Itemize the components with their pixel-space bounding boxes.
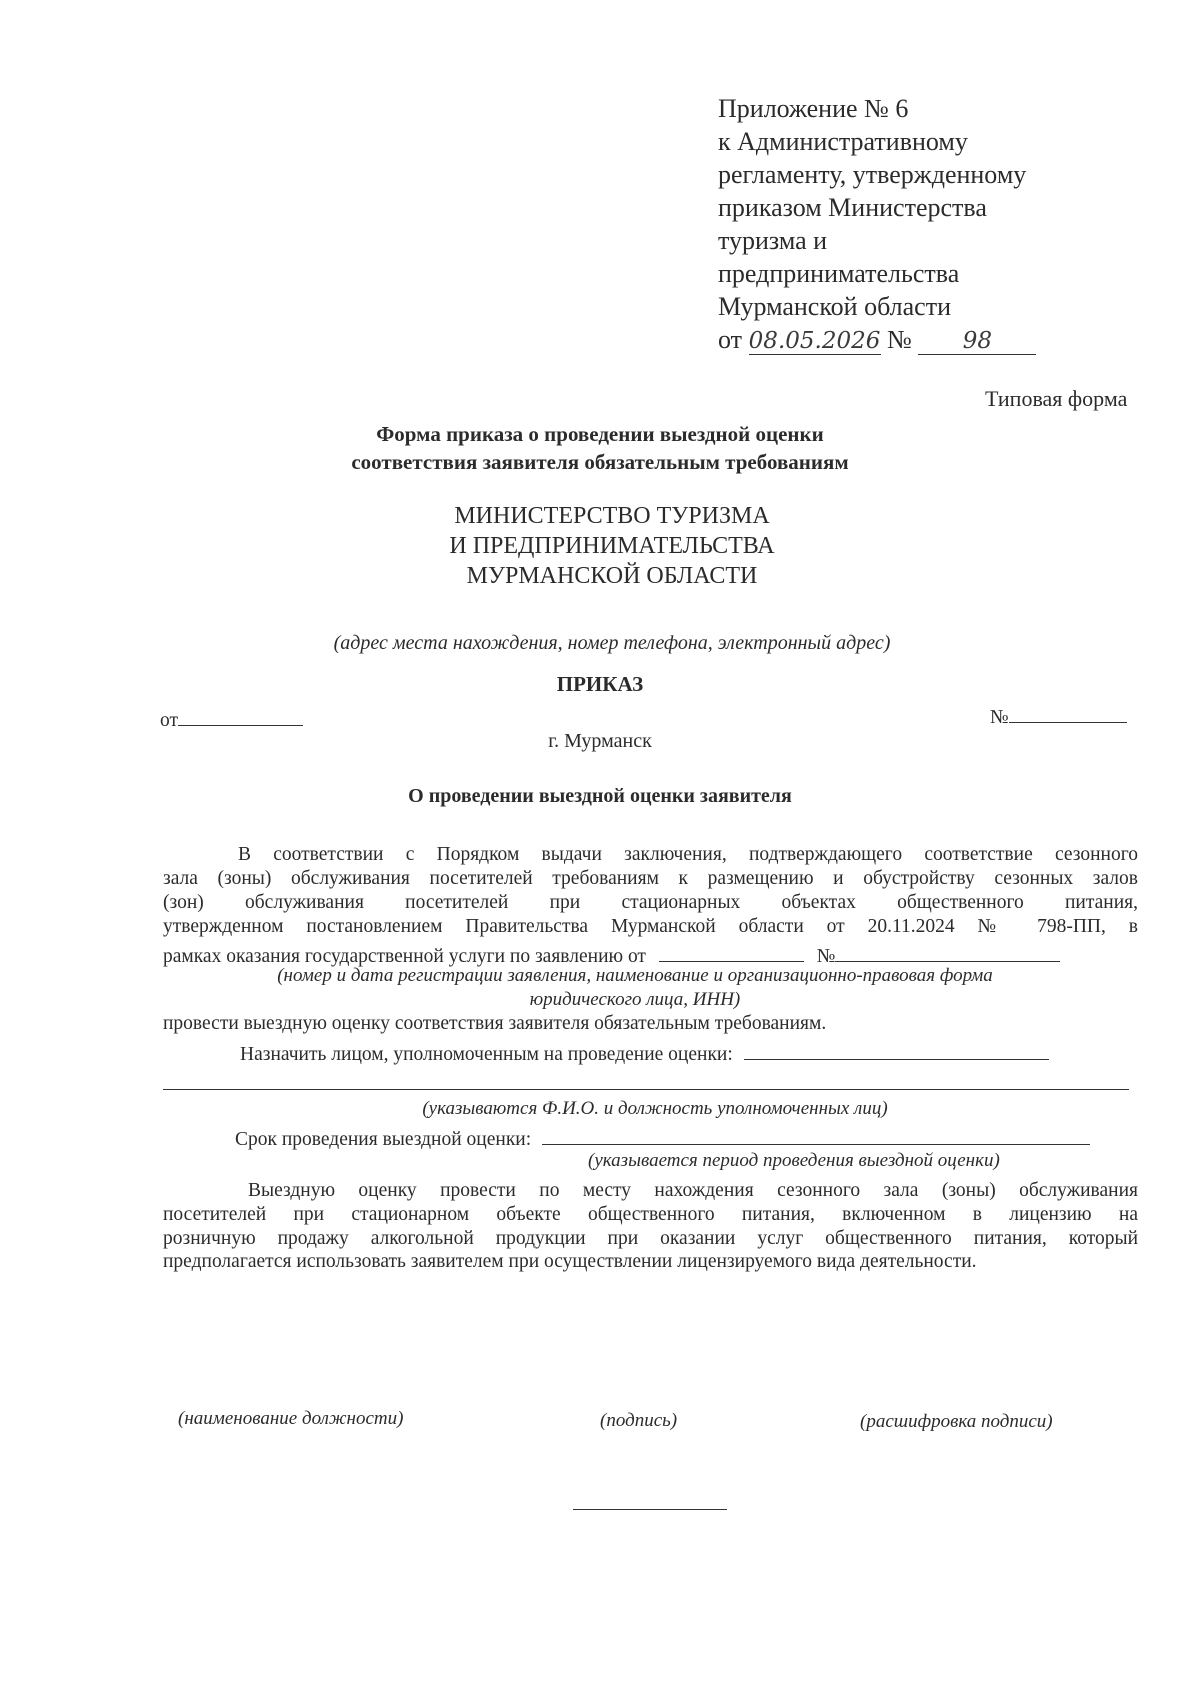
annex-line: к Административному bbox=[718, 127, 968, 156]
ministry-line-1: МИНИСТЕРСТВО ТУРИЗМА bbox=[454, 503, 770, 529]
order-title: ПРИКАЗ bbox=[556, 672, 644, 696]
order-number-field bbox=[990, 700, 1127, 729]
paragraph1-line: зала (зоны) обслуживания посетителей требованиям к размещению и обустройству сезонных залов bbox=[163, 868, 1138, 889]
end-separator-line bbox=[573, 1509, 727, 1510]
annex-handwritten-number: 98 bbox=[918, 328, 1036, 355]
signature-decode-hint: (расшифровка подписи) bbox=[860, 1411, 1053, 1432]
term-blank bbox=[542, 1122, 1090, 1145]
order-date-label: от bbox=[160, 710, 179, 731]
paragraph1-line: В соответствии с Порядком выдачи заключения, подтверждающего соответствие сезонного bbox=[238, 844, 1138, 865]
order-date-field bbox=[160, 703, 303, 732]
appoint-blank bbox=[744, 1037, 1049, 1060]
paragraph2-line: розничную продажу алкогольной продукции при оказании услуг общественного питания, который bbox=[163, 1228, 1138, 1249]
form-title-line-1: Форма приказа о проведении выездной оценки bbox=[376, 422, 824, 446]
annex-line: туризма и bbox=[718, 226, 828, 255]
annex-line: Приложение № 6 bbox=[718, 94, 909, 123]
paragraph1-line: (зон) обслуживания посетителей при стационарных объектах общественного питания, bbox=[163, 892, 1138, 913]
annex-line: приказом Министерства bbox=[718, 193, 987, 222]
application-hint-line-1: (номер и дата регистрации заявления, наименование и организационно-правовая форма bbox=[277, 965, 993, 986]
city: г. Мурманск bbox=[548, 730, 652, 752]
annex-line: предпринимательства bbox=[718, 259, 960, 288]
annex-number-prefix: № bbox=[887, 325, 912, 354]
signature-hint: (подпись) bbox=[600, 1410, 678, 1431]
annex-handwritten-date: 08.05.2026 bbox=[748, 328, 881, 354]
application-date-blank bbox=[659, 939, 804, 962]
ministry-line-3: МУРМАНСКОЙ ОБЛАСТИ bbox=[466, 563, 758, 589]
application-hint-line-2: юридического лица, ИНН) bbox=[529, 989, 741, 1010]
paragraph2-line: посетителей при стационарном объекте общественного питания, включенном в лицензию на bbox=[163, 1204, 1138, 1225]
appoint-field bbox=[240, 1037, 1049, 1066]
appoint-label: Назначить лицом, уполномоченным на проведение оценки: bbox=[240, 1044, 733, 1065]
application-number-blank bbox=[835, 939, 1060, 962]
paragraph2-line: Выездную оценку провести по месту нахождения сезонного зала (зоны) обслуживания bbox=[248, 1180, 1138, 1201]
conduct-line: провести выездную оценку соответствия заявителя обязательным требованиям. bbox=[163, 1013, 827, 1034]
annex-line: Мурманской области bbox=[718, 292, 951, 321]
form-title-line-2: соответствия заявителя обязательным требованиям bbox=[351, 450, 849, 474]
term-label: Срок проведения выездной оценки: bbox=[235, 1129, 532, 1150]
address-hint: (адрес места нахождения, номер телефона, электронный адрес) bbox=[333, 632, 891, 654]
application-prefix: рамках оказания государственной услуги по заявлению от bbox=[163, 946, 646, 967]
paragraph2-last-line: предполагается использовать заявителем при осуществлении лицензируемого вида деятельности. bbox=[163, 1251, 977, 1272]
order-subject: О проведении выездной оценки заявителя bbox=[408, 785, 792, 807]
typical-form-label: Типовая форма bbox=[985, 386, 1128, 411]
order-number-blank bbox=[1009, 700, 1127, 723]
position-hint: (наименование должности) bbox=[178, 1408, 404, 1429]
persons-hint: (указываются Ф.И.О. и должность уполномоченных лиц) bbox=[422, 1098, 888, 1119]
annex-date-line bbox=[718, 323, 1036, 356]
paragraph1-line: утвержденном постановлением Правительства Мурманской области от 20.11.2024 № 798-ПП, в bbox=[163, 916, 1138, 937]
order-date-blank bbox=[178, 703, 303, 726]
annex-date-prefix: от bbox=[718, 325, 743, 354]
annex-block bbox=[718, 92, 1036, 356]
paragraph1-last-line bbox=[163, 939, 1060, 968]
term-field bbox=[235, 1122, 1090, 1151]
order-number-label: № bbox=[990, 707, 1009, 728]
application-number-label: № bbox=[816, 946, 836, 967]
ministry-line-2: И ПРЕДПРИНИМАТЕЛЬСТВА bbox=[449, 533, 775, 559]
persons-blank-line bbox=[163, 1089, 1129, 1090]
annex-line: регламенту, утвержденному bbox=[718, 160, 1027, 189]
term-hint: (указывается период проведения выездной оценки) bbox=[588, 1150, 1000, 1171]
